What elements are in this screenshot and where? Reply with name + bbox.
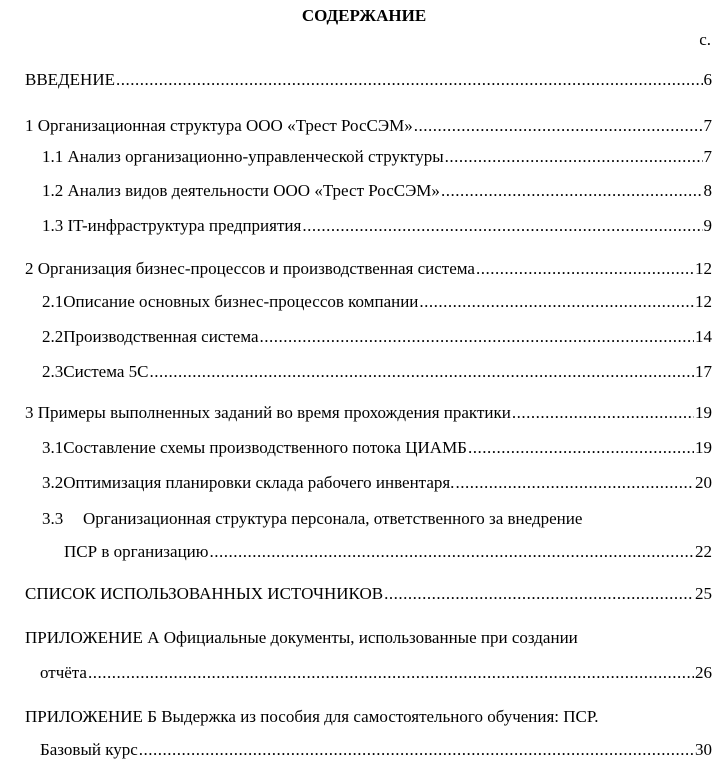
dot-leader [476, 259, 694, 279]
dot-leader [302, 216, 702, 236]
toc-entry[interactable] [0, 542, 712, 562]
page-column-label: с. [699, 30, 711, 49]
toc-entry[interactable] [0, 403, 712, 423]
toc-entry-label: СПИСОК ИСПОЛЬЗОВАННЫХ ИСТОЧНИКОВ [25, 584, 384, 603]
toc-entry-number: 2.2 [42, 327, 64, 346]
toc-entry-label: ПСР в организацию [64, 542, 209, 561]
toc-entry-label: ВВЕДЕНИЕ [25, 70, 115, 89]
dot-leader [445, 147, 703, 167]
toc-entry-page: 30 [695, 740, 712, 759]
toc-entry-page: 14 [695, 327, 712, 346]
toc-entry-number: 2.1 [42, 292, 64, 311]
toc-entry-page: 19 [695, 403, 712, 422]
toc-entry-label: 2 Организация бизнес-процессов и производственная система [25, 259, 475, 278]
toc-entry-label: Организационная структура персонала, ответственного за внедрение [83, 509, 583, 528]
toc-entry-label: ПРИЛОЖЕНИЕ Б Выдержка из пособия для самостоятельного обучения: ПСР. [25, 707, 599, 726]
toc-entry-label: 1.3 IT-инфраструктура предприятия [42, 216, 302, 235]
toc-entry-page: 12 [695, 259, 712, 278]
toc-entry[interactable] [0, 509, 712, 529]
toc-entry-page: 9 [703, 216, 712, 235]
dot-leader [88, 663, 694, 683]
toc-entry-label: Оптимизация планировки склада рабочего инвентаря. [63, 473, 455, 492]
toc-entry-page: 19 [695, 438, 712, 457]
toc-entry-label: Базовый курс [40, 740, 138, 759]
toc-entry-page: 20 [695, 473, 712, 492]
toc-entry[interactable] [0, 216, 712, 236]
dot-leader [209, 542, 694, 562]
toc-entry-page: 17 [695, 362, 712, 381]
toc-entry[interactable] [0, 584, 712, 604]
toc-entry-page: 26 [695, 663, 712, 682]
toc-entry-label: 3 Примеры выполненных заданий во время прохождения практики [25, 403, 511, 422]
toc-entry-label: отчёта [40, 663, 87, 682]
toc-entry[interactable] [0, 292, 712, 312]
toc-entry-label: Составление схемы производственного потока ЦИАМБ [63, 438, 467, 457]
toc-entry-number: 3.3 [42, 509, 64, 528]
toc-entry-number: 2.3 [42, 362, 64, 381]
toc-entry[interactable] [0, 663, 712, 683]
toc-entry-number: 3.1 [42, 438, 64, 457]
toc-entry-label: 1.2 Анализ видов деятельности ООО «Трест РосСЭМ» [42, 181, 440, 200]
toc-entry-page: 12 [695, 292, 712, 311]
toc-entry[interactable] [0, 327, 712, 347]
toc-entry-page: 6 [703, 70, 712, 89]
dot-leader [468, 438, 694, 458]
dot-leader [419, 292, 694, 312]
dot-leader [512, 403, 694, 423]
toc-entry[interactable] [0, 181, 712, 201]
dot-leader [384, 584, 694, 604]
toc-entry-label: 1.1 Анализ организационно-управленческой структуры [42, 147, 444, 166]
toc-entry-page: 7 [703, 147, 712, 166]
toc-entry-page: 7 [703, 116, 712, 135]
toc-entry-label: Производственная система [63, 327, 259, 346]
toc-entry[interactable] [0, 740, 712, 760]
toc-entry-label: ПРИЛОЖЕНИЕ А Официальные документы, использованные при создании [25, 628, 578, 647]
dot-leader [260, 327, 694, 347]
toc-title: СОДЕРЖАНИЕ [301, 6, 427, 25]
toc-entry-label: Система 5С [63, 362, 149, 381]
toc-entry-label: Описание основных бизнес-процессов компании [63, 292, 419, 311]
toc-entry-page: 25 [695, 584, 712, 603]
dot-leader [441, 181, 703, 201]
toc-entry[interactable] [0, 259, 712, 279]
toc-entry[interactable] [0, 147, 712, 167]
dot-leader [455, 473, 694, 493]
toc-entry[interactable] [0, 438, 712, 458]
toc-entry[interactable] [0, 473, 712, 493]
dot-leader [139, 740, 694, 760]
toc-entry-page: 8 [703, 181, 712, 200]
toc-entry-page: 22 [695, 542, 712, 561]
toc-entry[interactable] [0, 707, 712, 727]
toc-entry-number: 3.2 [42, 473, 64, 492]
dot-leader [116, 70, 703, 90]
toc-entry[interactable] [0, 70, 712, 90]
dot-leader [414, 116, 703, 136]
toc-entry[interactable] [0, 116, 712, 136]
toc-entry[interactable] [0, 362, 712, 382]
toc-entry[interactable] [0, 628, 712, 648]
dot-leader [149, 362, 694, 382]
toc-entry-label: 1 Организационная структура ООО «Трест РосСЭМ» [25, 116, 413, 135]
